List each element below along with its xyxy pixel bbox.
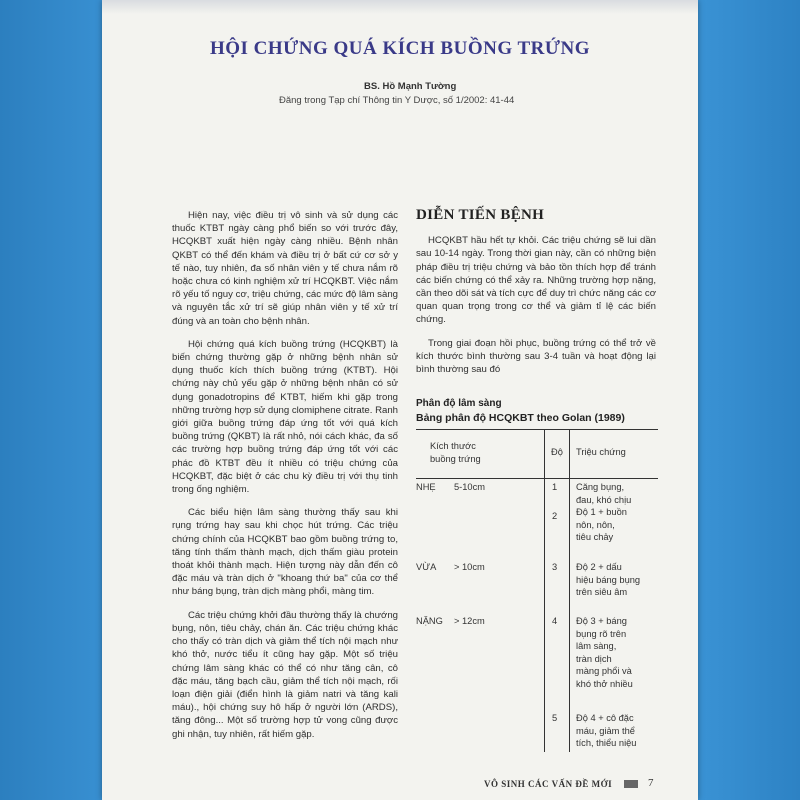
article-source: Đăng trong Tạp chí Thông tin Y Dược, số 1/2002: 41-44 [279, 95, 515, 106]
background-left [0, 0, 118, 800]
paragraph: Các biểu hiện lâm sàng thường thấy sau khi rụng trứng hay sau khi chọc hút trứng. Các triệu chứng chính của HCQKBT bao gồm buồng trứng to, tăng tính thấm thành mạch, dịch thấm giàu protein thoát khỏi thành mạch. Hiện tượng này dẫn đến cô đặc máu và tràn dịch ở "khoang thứ ba" của cơ thể như báng bụng, tràn dịch màng phổi, màng tim. [172, 507, 398, 598]
row-symptoms: Độ 1 + buồn nôn, nôn, tiêu chảy [576, 507, 627, 542]
paragraph: Trong giai đoạn hồi phục, buồng trứng có thể trở về kích thước bình thường sau 3-4 tuần và hoạt động lại bình thường sau đó [416, 337, 656, 376]
table-heading: Phân độ lâm sàng [416, 398, 502, 409]
row-symptoms: Độ 4 + cô đặc máu, giảm thể tích, thiểu niệu [576, 713, 637, 748]
paragraph: HCQKBT hầu hết tự khỏi. Các triệu chứng sẽ lui dần sau 10-14 ngày. Trong thời gian này, cần có những biện pháp điều trị triệu chứng và bảo tồn thích hợp để tránh các biến chứng có thể xảy ra. Những trường hợp nặng, cần theo dõi sát và tích cực để duy trì chức năng các cơ quan quan trọng trong cơ thể và giảm tỉ lệ các biến chứng. [416, 235, 656, 326]
row-symptoms: Căng bụng, đau, khó chịu [576, 482, 632, 505]
article-title: HỘI CHỨNG QUÁ KÍCH BUỒNG TRỨNG [209, 38, 591, 59]
row-level: NHẸ [416, 482, 436, 492]
paragraph: Hiện nay, việc điều trị vô sinh và sử dụng các thuốc KTBT ngày càng phổ biến so với trước đây, HCQKBT xuất hiện ngày càng nhiều. Bệnh nhân QKBT có thể đến khám và điều trị ở bất cứ cơ sở y tế nào, tuy nhiên, đa số nhân viên y tế chưa nắm rõ hoặc chưa có kinh nghiệm xử trí HCQKBT. Việc nắm rõ yếu tố nguy cơ, triệu chứng, các mức độ lâm sàng và nguyên tắc xử trí sẽ giúp nhân viên y tế xử trí đúng và an toàn cho bệnh nhân. [172, 210, 398, 327]
article-author: BS. Hồ Mạnh Tường [364, 81, 457, 92]
row-grade: 2 [552, 511, 558, 521]
footer-marker [624, 780, 638, 788]
table-header-rule [416, 478, 658, 479]
table-column-divider [544, 430, 545, 752]
table-caption: Bảng phân độ HCQKBT theo Golan (1989) [416, 412, 625, 424]
table-column-divider [569, 430, 570, 752]
paragraph: Các triệu chứng khởi đầu thường thấy là chướng bụng, nôn, tiêu chảy, chán ăn. Các triệu chứng khác cho thấy có tràn dịch và giảm thể tích nội mạch như khó thở, nước tiểu ít cũng hay gặp. Một số triệu chứng lâm sàng khác có thể có như tăng cân, cô đặc máu, tăng bạch cầu, giảm thể tích nội mạch, rối loạn điện giải (điển hình là giảm natri và tăng kali máu)., hội chứng suy hô hấp ở người lớn (ARDS), tăng đông... Một số trường hợp tử vong cũng được ghi nhận, tuy nhiên, rất hiếm gặp. [172, 609, 398, 740]
header-grade: Độ [551, 447, 563, 457]
header-size: Kích thước buồng trứng [430, 441, 481, 464]
paragraph: Hội chứng quá kích buồng trứng (HCQKBT) là biến chứng thường gặp ở những bệnh nhân sử dụng thuốc kích thích buồng trứng (KTBT). Hội chứng này chủ yếu gặp ở những bệnh nhân có sử dụng gonadotropins để KTBT, hiếm khi gặp trong những trường hợp sử dụng clomiphene citrate. Ranh giới giữa buồng trứng đáp ứng tốt với quá kích buồng trứng (QKBT) là rất nhỏ, nói cách khác, đa số các trường hợp buồng trứng đáp ứng tốt với các phác đồ KTBT đều ít nhiều có triệu chứng của HCQKBT, đặc biệt ở các chu kỳ điều trị với thụ tinh trong ống nghiệm. [172, 338, 398, 496]
grading-table [416, 429, 658, 752]
row-level: NẶNG [416, 616, 443, 626]
row-grade: 5 [552, 713, 558, 723]
row-level: VỪA [416, 562, 437, 572]
right-column [416, 209, 656, 386]
background-right [690, 0, 800, 800]
page-top-shadow [102, 0, 698, 14]
row-symptoms: Độ 2 + dấu hiệu báng bụng trên siêu âm [576, 562, 641, 597]
left-column [172, 209, 398, 751]
page-number: 7 [648, 777, 654, 789]
header-symptoms: Triệu chứng [576, 447, 626, 457]
row-size: > 12cm [454, 616, 485, 626]
row-grade: 4 [552, 616, 558, 626]
row-size: > 10cm [454, 562, 485, 572]
section-title: DIỄN TIẾN BỆNH [416, 207, 545, 223]
running-footer: VÔ SINH CÁC VẤN ĐỀ MỚI [484, 779, 613, 789]
row-grade: 1 [552, 482, 558, 492]
row-symptoms: Độ 3 + báng bụng rõ trên lâm sàng, tràn dịch màng phổi và khó thở nhiều [576, 616, 633, 689]
row-grade: 3 [552, 562, 558, 572]
row-size: 5-10cm [454, 482, 486, 492]
book-page [102, 0, 698, 800]
